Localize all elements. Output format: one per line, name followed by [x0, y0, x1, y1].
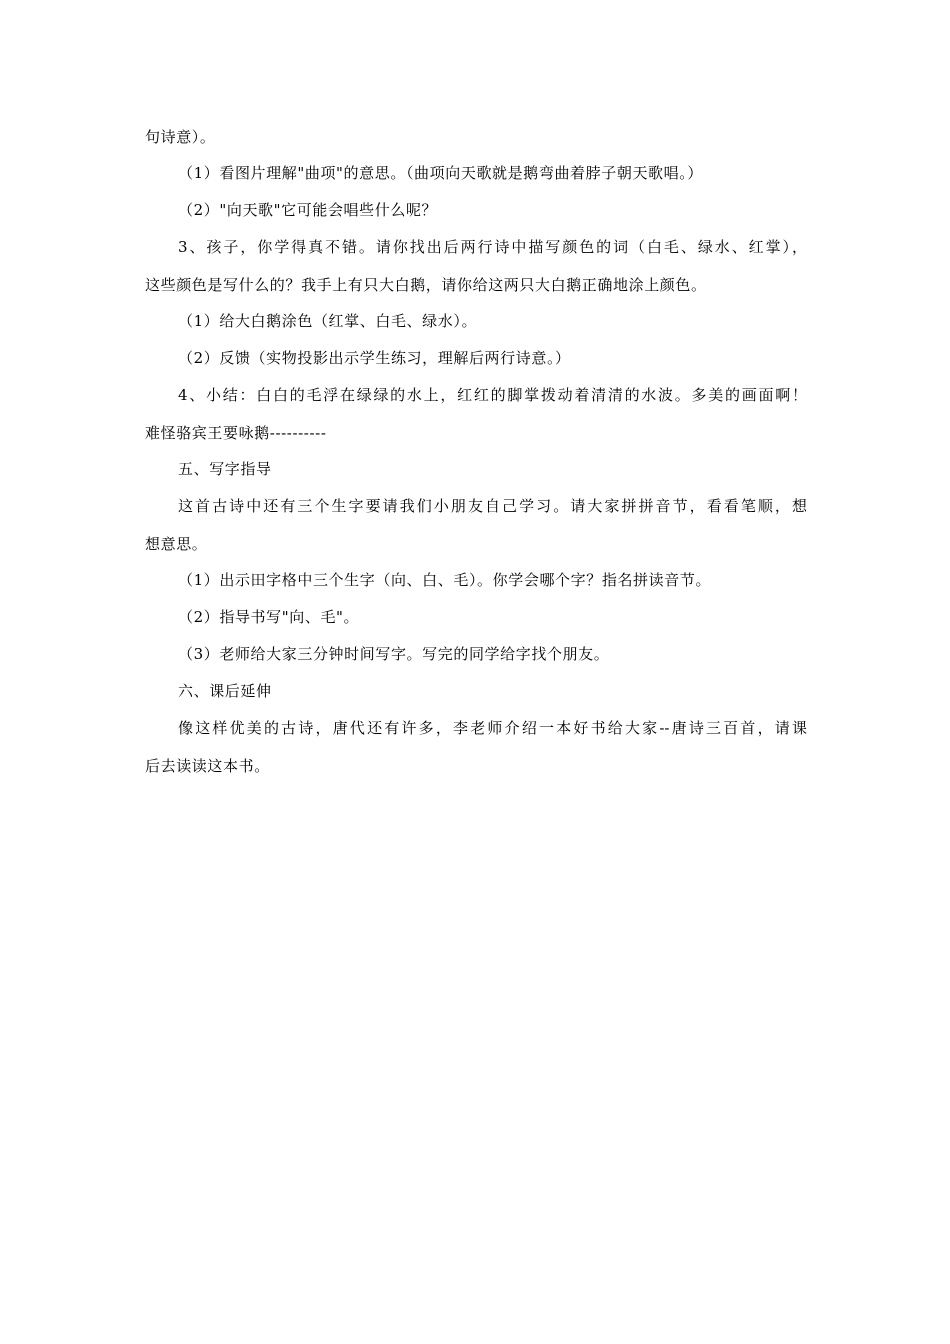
text-line-writing-item-2: （2）指导书写"向、毛"。 [178, 608, 360, 626]
text-line-step-3: 3、孩子，你学得真不错。请你找出后两行诗中描写颜色的词（白毛、绿水、红掌）， [178, 238, 807, 256]
section-heading-writing: 五、写字指导 [178, 460, 272, 478]
text-line-extension: 像这样优美的古诗，唐代还有许多，李老师介绍一本好书给大家--唐诗三百首，请课 [178, 719, 807, 737]
text-line-writing-intro: 这首古诗中还有三个生字要请我们小朋友自己学习。请大家拼拼音节，看看笔顺，想 [178, 497, 807, 515]
text-line-summary-continuation: 难怪骆宾王要咏鹅---------- [145, 424, 327, 442]
text-line-step-3-continuation: 这些颜色是写什么的？我手上有只大白鹅，请你给这两只大白鹅正确地涂上颜色。 [145, 276, 707, 294]
section-heading-extension: 六、课后延伸 [178, 682, 272, 700]
text-line-writing-item-1: （1）出示田字格中三个生字（向、白、毛）。你学会哪个字？指名拼读音节。 [178, 571, 712, 589]
text-line-continuation: 句诗意）。 [145, 128, 216, 146]
text-line-extension-continuation: 后去读读这本书。 [145, 757, 270, 775]
text-line-step-4-summary: 4、小结：白白的毛浮在绿绿的水上，红红的脚掌拨动着清清的水波。多美的画面啊！ [178, 386, 807, 404]
text-line-item-1: （1）看图片理解"曲项"的意思。（曲项向天歌就是鹅弯曲着脖子朝天歌唱。） [178, 164, 703, 182]
text-line-item-2: （2）"向天歌"它可能会唱些什么呢？ [178, 201, 438, 219]
text-line-item-1-color: （1）给大白鹅涂色（红掌、白毛、绿水）。 [178, 312, 478, 330]
text-line-writing-continuation: 想意思。 [145, 535, 208, 553]
text-line-item-2-feedback: （2）反馈（实物投影出示学生练习，理解后两行诗意。） [178, 349, 571, 367]
text-line-writing-item-3: （3）老师给大家三分钟时间写字。写完的同学给字找个朋友。 [178, 645, 610, 663]
